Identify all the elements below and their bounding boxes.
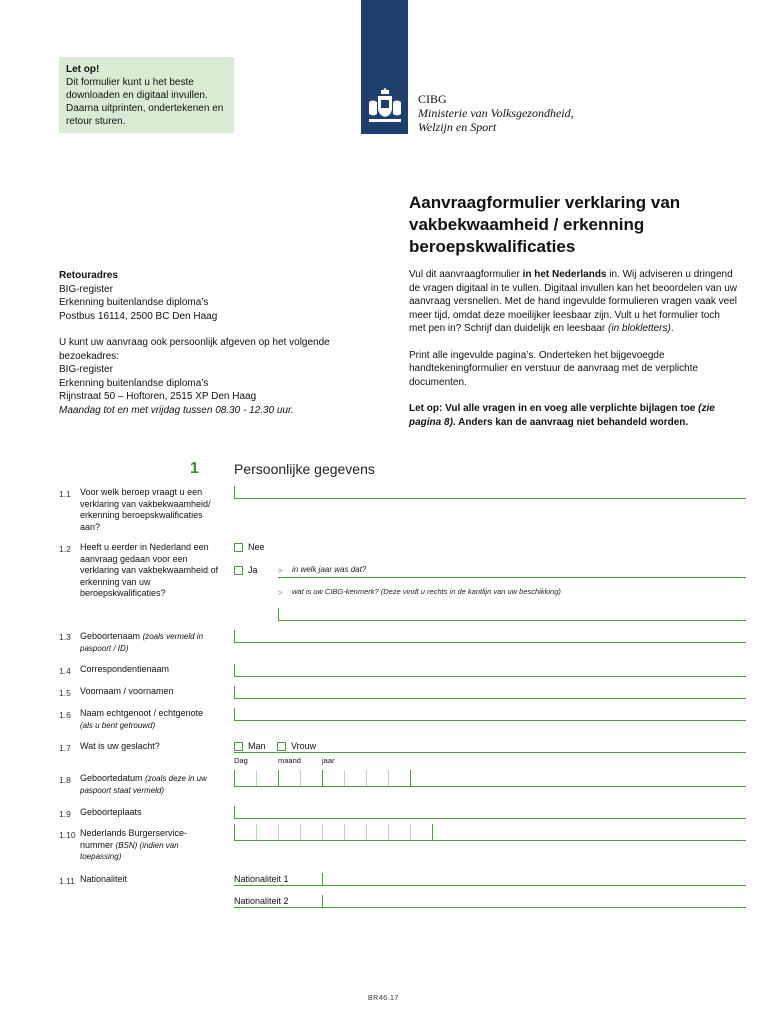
question-text-1-2: Heeft u eerder in Nederland een aanvraag gedaan voor een verklaring van vakbekwaamheid of erkenning van uw beroepskwalificaties? — [80, 542, 219, 598]
date-tick — [322, 770, 323, 786]
bsn-tick — [234, 824, 235, 840]
input-line-1-3[interactable] — [234, 642, 746, 643]
address-block — [59, 269, 359, 323]
input-line-1-9[interactable] — [234, 818, 746, 819]
input-tick — [234, 708, 235, 720]
intro-p3-bold2: . Anders kan de aanvraag niet behandeld worden. — [452, 416, 689, 428]
q-1-3-hint: (zoals vermeld in paspoort / ID) — [80, 632, 204, 653]
input-tick — [234, 664, 235, 676]
question-number: 1.11 — [59, 876, 75, 886]
address-line: BIG-register — [59, 283, 113, 295]
question-text-1-3 — [80, 631, 225, 654]
intro-p1-b: in. Wij adviseren u dringend de vragen digitaal in te vullen. Digitaal invullen kan het beoordelen van uw aanvraag versnellen. Met de hand ingevulde formulieren vragen vaak veel meer tijd, omdat deze moeilijker leesbaar zijn. Vult u het formulier toch met pen in? Schrijf dan duidelijk en leesbaar — [409, 269, 737, 334]
input-line-1-6[interactable] — [234, 720, 746, 721]
input-tick — [234, 630, 235, 642]
org-line1: Ministerie van Volksgezondheid, — [418, 106, 574, 120]
section-number: 1 — [190, 460, 199, 477]
intro-p3-bold: Let op: Vul alle vragen in en voeg alle verplichte bijlagen toe — [409, 403, 696, 414]
note-box — [59, 57, 234, 133]
input-tick — [322, 873, 323, 885]
q-1-3-label: Geboortenaam — [80, 631, 141, 641]
question-text-1-9: Geboorteplaats — [80, 807, 142, 817]
checkbox-man[interactable] — [234, 742, 243, 751]
bsn-tick — [432, 824, 433, 840]
intro-text — [409, 268, 739, 442]
intro-p1-c: . — [670, 323, 674, 334]
label-dag: Dag — [234, 756, 248, 765]
input-tick — [278, 608, 279, 620]
visit-block — [59, 336, 359, 417]
intro-p3 — [409, 402, 739, 429]
intro-p1 — [409, 268, 739, 336]
question-text-1-4: Correspondentienaam — [80, 664, 170, 674]
nationaliteit-2-label: Nationaliteit 2 — [234, 896, 289, 906]
bsn-tick — [278, 824, 279, 840]
q-1-6-hint: (als u bent getrouwd) — [80, 720, 156, 730]
question-number: 1.6 — [59, 710, 71, 720]
intro-p2: Print alle ingevulde pagina’s. Onderteken het bijgevoegde handtekeningformulier en verstuur de aanvraag met de verplichte documenten. — [409, 349, 699, 388]
royal-crest-icon — [366, 88, 404, 124]
question-number: 1.1 — [59, 489, 71, 499]
question-number: 1.4 — [59, 666, 71, 676]
q-1-8-hint: (zoals deze in uw paspoort staat vermeld) — [80, 774, 207, 795]
org-name — [418, 92, 574, 134]
label-maand: maand — [278, 756, 301, 765]
question-text-1-11: Nationaliteit — [80, 874, 128, 884]
input-line-1-10[interactable] — [234, 840, 746, 841]
date-tick — [256, 770, 257, 786]
intro-p1-a: Vul dit aanvraagformulier — [409, 269, 523, 280]
input-tick — [322, 895, 323, 907]
date-tick — [388, 770, 389, 786]
input-line-1-1[interactable] — [234, 498, 746, 499]
address-line: Postbus 16114, 2500 BC Den Haag — [59, 310, 218, 322]
date-tick — [344, 770, 345, 786]
q-1-10-hint: (BSN) (indien van toepassing) — [80, 840, 179, 861]
visit-line: BIG-register — [59, 364, 113, 375]
checkbox-ja[interactable] — [234, 566, 243, 575]
form-code: BR46.17 — [368, 995, 399, 1002]
input-tick — [234, 806, 235, 818]
question-text-1-7: Wat is uw geslacht? — [80, 741, 160, 751]
label-jaar: jaar — [322, 756, 335, 765]
date-tick — [234, 770, 235, 786]
bsn-tick — [256, 824, 257, 840]
question-text-1-8 — [80, 773, 225, 796]
bsn-tick — [388, 824, 389, 840]
visit-line: Rijnstraat 50 – Hoftoren, 2515 XP Den Haag — [59, 391, 257, 402]
question-number: 1.8 — [59, 775, 71, 785]
option-vrouw-label: Vrouw — [291, 741, 317, 751]
note-body: Dit formulier kunt u het beste downloaden en digitaal invullen. Daarna uitprinten, ondertekenen en retour sturen. — [66, 77, 224, 127]
intro-p1-italic: (in blokletters) — [608, 323, 671, 334]
question-text-1-1: Voor welk beroep vraagt u een verklaring van vakbekwaamheid/ erkenning beroepskwalificaties aan? — [80, 487, 211, 532]
question-number: 1.3 — [59, 632, 71, 642]
bsn-tick — [322, 824, 323, 840]
return-address — [59, 269, 359, 430]
question-number: 1.10 — [59, 830, 76, 840]
question-number: 1.2 — [59, 544, 71, 554]
intro-p3-italic: (zie pagina 8) — [409, 403, 715, 428]
page-title: Aanvraagformulier verklaring van vakbekwaamheid / erkenning beroepskwalificaties — [409, 193, 681, 256]
date-tick — [300, 770, 301, 786]
org-line2: Welzijn en Sport — [418, 120, 497, 134]
question-text-1-5: Voornaam / voornamen — [80, 686, 174, 696]
date-tick — [366, 770, 367, 786]
input-tick — [234, 486, 235, 498]
q-1-6-label: Naam echtgenoot / echtgenote — [80, 708, 204, 718]
input-line-year[interactable] — [278, 577, 746, 578]
input-line-1-5[interactable] — [234, 698, 746, 699]
sub-question-year: in welk jaar was dat? — [292, 565, 367, 574]
date-tick — [410, 770, 411, 786]
q-1-8-label: Geboortedatum — [80, 773, 143, 783]
arrow-icon: > — [278, 588, 283, 597]
visit-hours: Maandag tot en met vrijdag tussen 08.30 - 12.30 uur. — [59, 404, 294, 416]
address-line: Erkenning buitenlandse diploma’s — [59, 297, 209, 308]
address-heading: Retouradres — [59, 270, 118, 281]
visit-line: Erkenning buitenlandse diploma’s — [59, 377, 209, 389]
input-line-1-8[interactable] — [234, 786, 746, 787]
question-number: 1.7 — [59, 743, 71, 753]
org-short: CIBG — [418, 92, 447, 106]
checkbox-vrouw[interactable] — [277, 742, 286, 751]
note-title: Let op! — [66, 64, 100, 75]
input-line-nationaliteit-1[interactable] — [234, 885, 746, 886]
question-text-1-10 — [80, 828, 215, 863]
nationaliteit-1-label: Nationaliteit 1 — [234, 874, 289, 884]
option-ja-label: Ja — [248, 565, 258, 575]
visit-intro: U kunt uw aanvraag ook persoonlijk afgeven op het volgende bezoekadres: — [59, 337, 330, 362]
checkbox-nee[interactable] — [234, 543, 243, 552]
option-man-label: Man — [248, 741, 266, 751]
bsn-tick — [300, 824, 301, 840]
question-number: 1.9 — [59, 809, 71, 819]
input-line-1-7 — [234, 752, 746, 753]
bsn-tick — [366, 824, 367, 840]
option-nee-label: Nee — [248, 542, 265, 552]
input-tick — [234, 686, 235, 698]
bsn-tick — [410, 824, 411, 840]
input-line-kenmerk[interactable] — [278, 620, 746, 621]
section-title: Persoonlijke gegevens — [234, 461, 375, 477]
input-line-1-4[interactable] — [234, 676, 746, 677]
question-text-1-6 — [80, 708, 230, 731]
bsn-tick — [344, 824, 345, 840]
sub-question-kenmerk: wat is uw CIBG-kenmerk? (Deze vindt u rechts in de kantlijn van uw beschikking) — [292, 587, 561, 596]
q-1-10-label: Nederlands Burgerservice-nummer — [80, 828, 188, 850]
arrow-icon: > — [278, 566, 283, 575]
date-tick — [278, 770, 279, 786]
question-number: 1.5 — [59, 688, 71, 698]
input-line-nationaliteit-2[interactable] — [234, 907, 746, 908]
intro-p1-bold: in het Nederlands — [522, 269, 607, 280]
